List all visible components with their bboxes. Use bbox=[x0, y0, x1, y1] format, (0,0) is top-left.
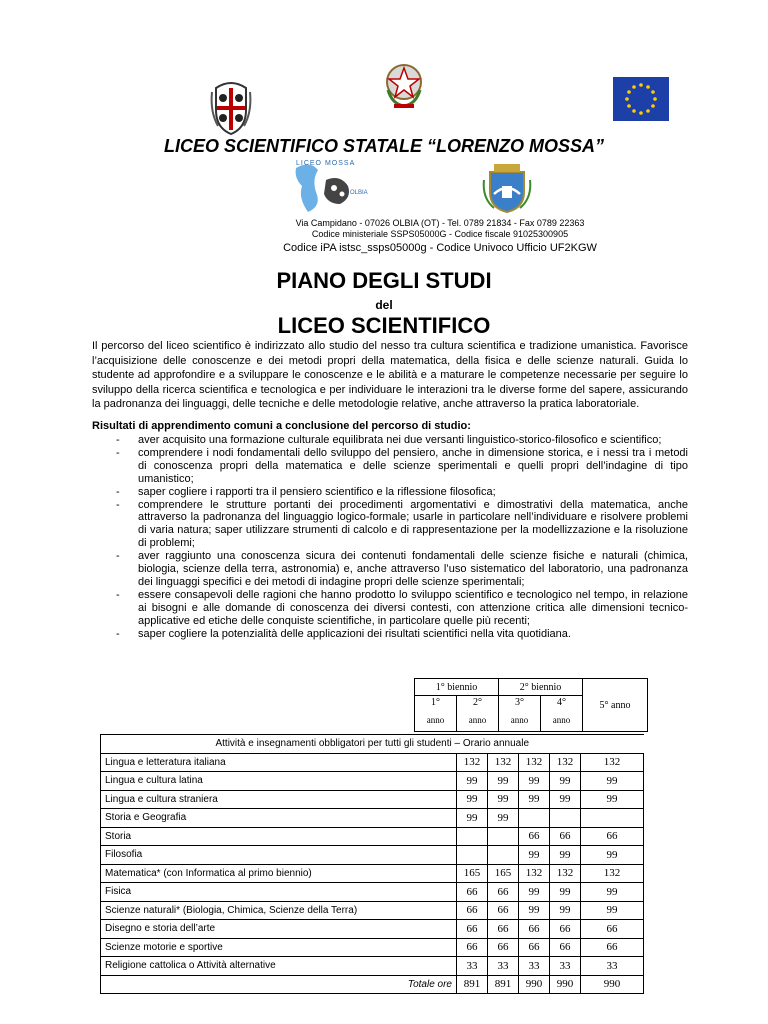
year-4-anno: anno bbox=[541, 710, 583, 732]
table-caption: Attività e insegnamenti obbligatori per tutti gli studenti – Orario annuale bbox=[101, 735, 644, 754]
table-row bbox=[101, 753, 644, 772]
hours-cell: 99 bbox=[581, 790, 644, 809]
hours-cell: 99 bbox=[488, 790, 519, 809]
list-item: - essere consapevoli delle ragioni che hanno prodotto lo sviluppo scientifico e tecnologico nel tempo, in relazione ai bisogni e alle domande di conoscenza dei diversi contesti, con attenzione critica alle dimensioni tecnico-applicative ed etiche delle conquiste scientifiche, in particolare quelle più recenti; bbox=[116, 588, 688, 627]
hours-cell: 66 bbox=[457, 883, 488, 902]
second-biennium-header: 2° biennio bbox=[499, 679, 583, 696]
hours-cell: 66 bbox=[519, 920, 550, 939]
hours-cell: 132 bbox=[519, 864, 550, 883]
outcomes-list bbox=[92, 434, 688, 641]
hours-cell: 99 bbox=[457, 772, 488, 791]
page-subtitle: LICEO SCIENTIFICO bbox=[277, 313, 491, 338]
table-row bbox=[101, 920, 644, 939]
hours-cell: 99 bbox=[519, 772, 550, 791]
year-2-anno: anno bbox=[457, 710, 499, 732]
list-item: - saper cogliere la potenzialità delle applicazioni dei risultati scientifici nella vita quotidiana. bbox=[116, 627, 571, 640]
title-connector: del bbox=[375, 298, 393, 312]
italian-republic-emblem-icon bbox=[382, 60, 426, 110]
study-plan-table bbox=[100, 734, 644, 994]
hours-cell bbox=[457, 827, 488, 846]
total-cell: 891 bbox=[457, 975, 488, 994]
table-row bbox=[101, 938, 644, 957]
hours-cell: 33 bbox=[519, 957, 550, 976]
hours-cell: 132 bbox=[519, 753, 550, 772]
hours-cell: 99 bbox=[488, 772, 519, 791]
subject-cell: Lingua e cultura straniera bbox=[101, 790, 457, 809]
hours-cell: 66 bbox=[550, 920, 581, 939]
hours-cell bbox=[581, 809, 644, 828]
hours-cell: 66 bbox=[488, 883, 519, 902]
total-label: Totale ore bbox=[101, 975, 457, 994]
hours-cell bbox=[457, 846, 488, 865]
table-row bbox=[101, 827, 644, 846]
hours-cell: 99 bbox=[550, 883, 581, 902]
hours-cell: 66 bbox=[581, 938, 644, 957]
outcomes-heading: Risultati di apprendimento comuni a conclusione del percorso di studio: bbox=[92, 420, 471, 432]
liceo-mossa-logo-text: LICEO MOSSA bbox=[296, 160, 356, 167]
list-item: - comprendere le strutture portanti dei procedimenti argomentativi e dimostrativi della matematica, anche attraverso la padronanza del linguaggio logico-formale; usarle in particolare nell’individuare e risolvere problemi di varia natura; saper utilizzare strumenti di calcolo e di rappresentazione per la modellizzazione e la risoluzione di problemi; bbox=[116, 498, 688, 550]
intro-paragraph: Il percorso del liceo scientifico è indirizzato allo studio del nesso tra cultura scientifica e tradizione umanistica. Favorisce l’acquisizione delle conoscenze e dei metodi propri della matematica, della fisica e delle scienze naturali. Guida lo studente ad approfondire e a sviluppare le conoscenze e le abilità e a maturare le competenze necessarie per seguire lo sviluppo della ricerca scientifica e tecnologica e per individuare le interazioni tra le diverse forme del sapere, assicurando la padronanza dei linguaggi, delle tecniche e delle metodologie relative, anche attraverso la pratica laboratoriale. bbox=[92, 340, 688, 411]
subject-cell: Filosofia bbox=[101, 846, 457, 865]
hours-cell bbox=[550, 809, 581, 828]
hours-cell: 66 bbox=[488, 920, 519, 939]
hours-cell: 66 bbox=[457, 938, 488, 957]
table-row bbox=[101, 883, 644, 902]
totals-row bbox=[101, 975, 644, 994]
first-biennium-header: 1° biennio bbox=[415, 679, 499, 696]
table-row bbox=[101, 957, 644, 976]
subject-cell: Storia e Geografia bbox=[101, 809, 457, 828]
hours-cell: 33 bbox=[488, 957, 519, 976]
hours-cell: 165 bbox=[488, 864, 519, 883]
list-item: - comprendere i nodi fondamentali dello sviluppo del pensiero, anche in dimensione storica, e i nessi tra i metodi di conoscenza propri della matematica e delle scienze sperimentali e quelli propri dell’indagine di tipo umanistico; bbox=[116, 446, 688, 485]
hours-cell: 66 bbox=[550, 827, 581, 846]
hours-cell bbox=[519, 809, 550, 828]
hours-cell: 99 bbox=[488, 809, 519, 828]
subject-cell: Lingua e cultura latina bbox=[101, 772, 457, 791]
hours-cell: 66 bbox=[488, 901, 519, 920]
hours-cell: 33 bbox=[457, 957, 488, 976]
hours-cell: 132 bbox=[550, 753, 581, 772]
total-cell: 990 bbox=[581, 975, 644, 994]
subject-cell: Storia bbox=[101, 827, 457, 846]
subject-cell: Scienze motorie e sportive bbox=[101, 938, 457, 957]
hours-cell: 99 bbox=[581, 846, 644, 865]
hours-cell: 132 bbox=[581, 753, 644, 772]
year-4-header: 4° bbox=[541, 696, 583, 710]
hours-cell: 66 bbox=[457, 901, 488, 920]
table-row bbox=[101, 846, 644, 865]
subject-cell: Lingua e letteratura italiana bbox=[101, 753, 457, 772]
year-3-anno: anno bbox=[499, 710, 541, 732]
list-item: - saper cogliere i rapporti tra il pensiero scientifico e la riflessione filosofica; bbox=[116, 485, 496, 498]
year-3-header: 3° bbox=[499, 696, 541, 710]
sardinia-coat-of-arms-icon bbox=[208, 78, 254, 136]
list-item: - aver raggiunto una conoscenza sicura dei contenuti fondamentali delle scienze fisiche e naturali (chimica, biologia, scienze della terra, astronomia) e, anche attraverso l’uso sistematico del laboratorio, una padronanza dei linguaggi specifici e dei metodi di indagine propri delle scienze sperimentali; bbox=[116, 550, 688, 588]
table-row bbox=[101, 864, 644, 883]
hours-cell: 33 bbox=[550, 957, 581, 976]
table-row bbox=[101, 809, 644, 828]
hours-cell bbox=[488, 846, 519, 865]
hours-cell: 99 bbox=[550, 901, 581, 920]
hours-cell: 99 bbox=[457, 809, 488, 828]
hours-cell: 66 bbox=[581, 827, 644, 846]
page-title: PIANO DEGLI STUDI bbox=[276, 268, 492, 293]
hours-cell: 132 bbox=[488, 753, 519, 772]
year-2-header: 2° bbox=[457, 696, 499, 710]
hours-cell: 66 bbox=[457, 920, 488, 939]
hours-cell: 99 bbox=[519, 790, 550, 809]
hours-cell bbox=[488, 827, 519, 846]
european-union-flag-icon bbox=[613, 77, 669, 121]
hours-cell: 165 bbox=[457, 864, 488, 883]
hours-cell: 132 bbox=[550, 864, 581, 883]
hours-cell: 132 bbox=[457, 753, 488, 772]
hours-cell: 99 bbox=[581, 901, 644, 920]
hours-cell: 99 bbox=[550, 846, 581, 865]
hours-cell: 99 bbox=[457, 790, 488, 809]
table-row bbox=[101, 772, 644, 791]
address-line: Via Campidano - 07026 OLBIA (OT) - Tel. 0789 21834 - Fax 0789 22363 bbox=[295, 218, 585, 228]
hours-cell: 66 bbox=[488, 938, 519, 957]
hours-cell: 66 bbox=[519, 827, 550, 846]
table-row bbox=[101, 901, 644, 920]
list-item: - aver acquisito una formazione culturale equilibrata nei due versanti linguistico-storico-filosofico e scientifico; bbox=[116, 434, 662, 446]
hours-cell: 33 bbox=[581, 957, 644, 976]
hours-cell: 99 bbox=[550, 790, 581, 809]
table-row bbox=[101, 790, 644, 809]
year-1-header: 1° bbox=[415, 696, 457, 710]
subject-cell: Scienze naturali* (Biologia, Chimica, Scienze della Terra) bbox=[101, 901, 457, 920]
hours-cell: 99 bbox=[519, 846, 550, 865]
hours-cell: 99 bbox=[519, 883, 550, 902]
hours-cell: 66 bbox=[519, 938, 550, 957]
hours-cell: 132 bbox=[581, 864, 644, 883]
subject-cell: Matematica* (con Informatica al primo biennio) bbox=[101, 864, 457, 883]
subject-cell: Disegno e storia dell’arte bbox=[101, 920, 457, 939]
fifth-year-header: 5° anno bbox=[583, 679, 648, 732]
total-cell: 990 bbox=[550, 975, 581, 994]
hours-cell: 99 bbox=[550, 772, 581, 791]
olbia-city-coat-of-arms-icon bbox=[482, 162, 532, 214]
codes-line: Codice ministeriale SSPS05000G - Codice fiscale 91025300905 bbox=[311, 229, 569, 239]
ipa-line: Codice iPA istsc_ssps05000g - Codice Univoco Ufficio UF2KGW bbox=[283, 242, 597, 254]
school-name: LICEO SCIENTIFICO STATALE “LORENZO MOSSA” bbox=[164, 136, 604, 156]
hours-cell: 66 bbox=[581, 920, 644, 939]
year-header-table bbox=[414, 678, 648, 732]
total-cell: 891 bbox=[488, 975, 519, 994]
subject-cell: Religione cattolica o Attività alternative bbox=[101, 957, 457, 976]
hours-cell: 99 bbox=[581, 772, 644, 791]
subject-cell: Fisica bbox=[101, 883, 457, 902]
hours-cell: 66 bbox=[550, 938, 581, 957]
liceo-mossa-logo-olbia-text: OLBIA bbox=[350, 190, 368, 196]
year-1-anno: anno bbox=[415, 710, 457, 732]
hours-cell: 99 bbox=[581, 883, 644, 902]
hours-cell: 99 bbox=[519, 901, 550, 920]
total-cell: 990 bbox=[519, 975, 550, 994]
